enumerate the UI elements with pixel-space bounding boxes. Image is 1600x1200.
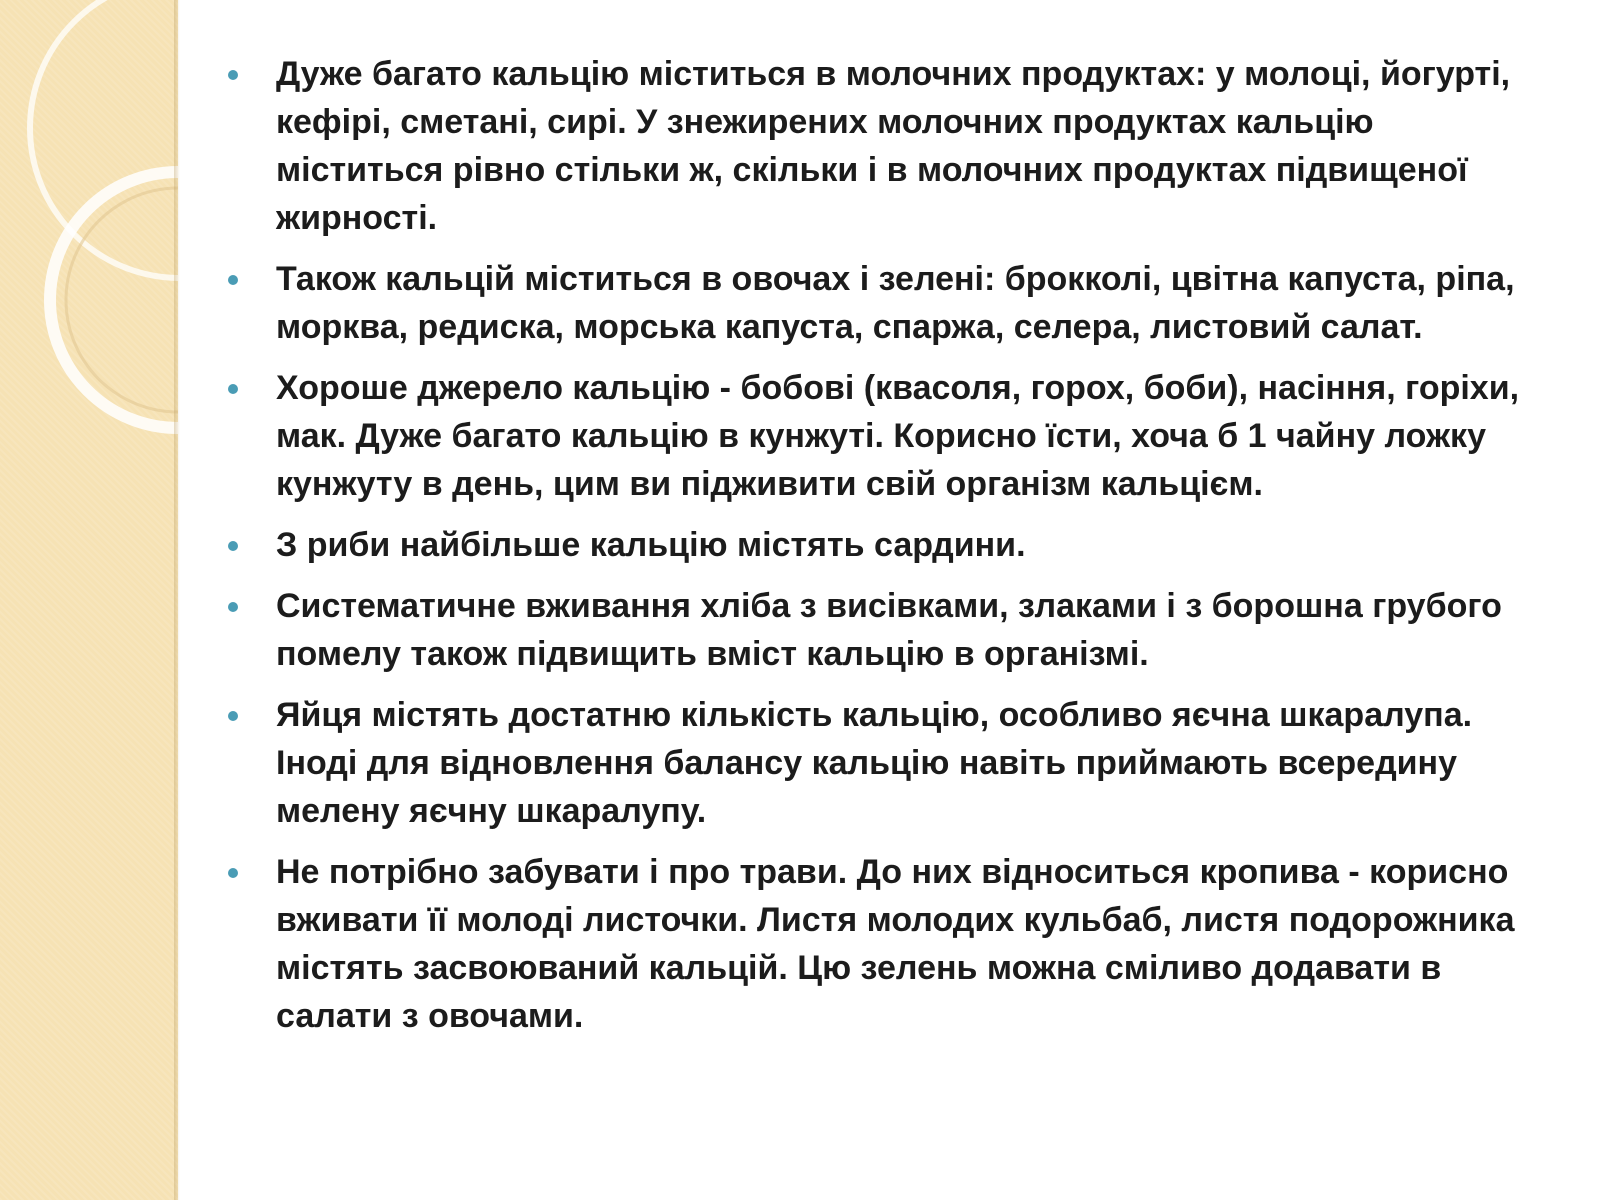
bullet-text: З риби найбільше кальцію містять сардини.: [276, 526, 1026, 564]
bullet-text: Не потрібно забувати і про трави. До них відноситься кропива - корисно вживати її молоді листочки. Листя молодих кульбаб, листя подорожника містять засвоюваний кальцій. Цю зелень можна сміливо додавати в салати з овочами.: [276, 853, 1515, 1035]
bullet-item-dairy: [226, 50, 1526, 242]
bullet-dot: [228, 70, 238, 80]
bullet-item-herbs: [226, 848, 1526, 1040]
decorative-rings: [0, 0, 178, 1200]
bullet-item-bread: [226, 582, 1526, 678]
decorative-ring-lower: [50, 172, 178, 428]
bullet-item-legumes: [226, 364, 1526, 508]
bullet-dot: [228, 541, 238, 551]
decorative-side-band: [0, 0, 178, 1200]
bullet-item-fish: [226, 521, 1526, 569]
band-edge-shadow: [174, 0, 180, 1200]
bullet-item-eggs: [226, 691, 1526, 835]
bullet-dot: [228, 275, 238, 285]
bullet-text: Також кальцій міститься в овочах і зелені: брокколі, цвітна капуста, ріпа, морква, редиска, морська капуста, спаржа, селера, листовий салат.: [276, 260, 1515, 346]
bullet-dot: [228, 384, 238, 394]
bullet-dot: [228, 868, 238, 878]
bullet-text: Дуже багато кальцію міститься в молочних продуктах: у молоці, йогурті, кефірі, сметані, сирі. У знежирених молочних продуктах кальцію міститься рівно стільки ж, скільки і в молочних продуктах підвищеної жирності.: [276, 55, 1511, 237]
bullet-item-vegetables: [226, 255, 1526, 351]
bullet-text: Систематичне вживання хліба з висівками, злаками і з борошна грубого помелу також підвищить вміст кальцію в організмі.: [276, 587, 1502, 673]
bullet-text: Хороше джерело кальцію - бобові (квасоля, горох, боби), насіння, горіхи, мак. Дуже багато кальцію в кунжуті. Корисно їсти, хоча б 1 чайну ложку кунжуту в день, цим ви підживити свій організм кальцієм.: [276, 369, 1520, 503]
slide-content: [226, 50, 1526, 1053]
bullet-list: [226, 50, 1526, 1040]
bullet-text: Яйця містять достатню кількість кальцію, особливо яєчна шкаралупа. Іноді для відновлення балансу кальцію навіть приймають всередину мелену яєчну шкаралупу.: [276, 696, 1473, 830]
bullet-dot: [228, 711, 238, 721]
bullet-dot: [228, 602, 238, 612]
decorative-ring-upper: [30, 0, 178, 278]
